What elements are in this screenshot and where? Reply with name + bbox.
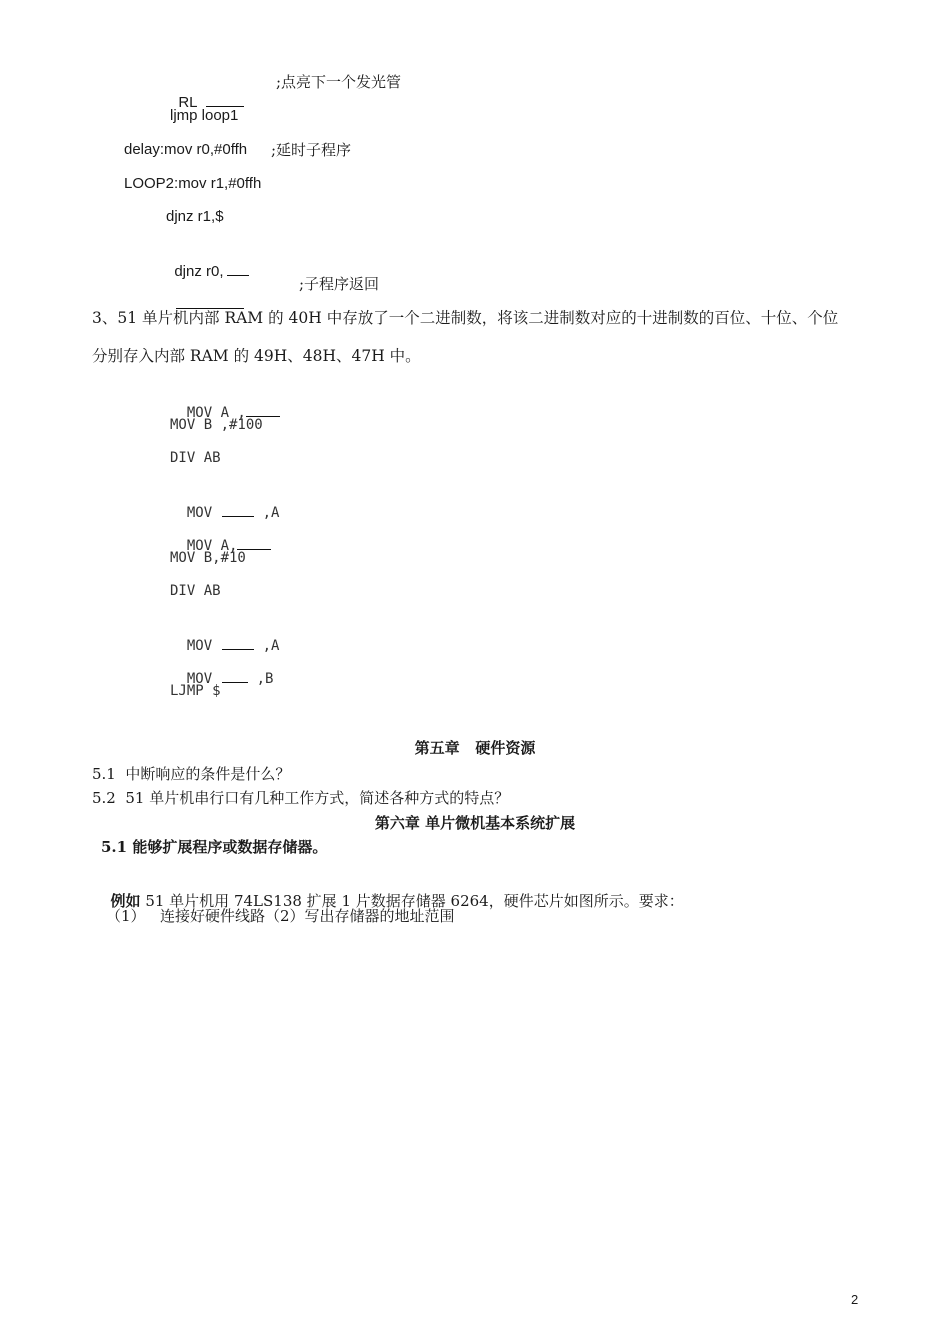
asm-line-6: MOV B,#10 — [170, 550, 246, 566]
code-comment: ;点亮下一个发光管 — [276, 73, 402, 91]
code-line-delay: delay:mov r0,#0ffh — [124, 141, 248, 158]
code-text: MOV — [186, 671, 213, 687]
example-label: 例如 — [110, 892, 141, 910]
asm-line-2: MOV B ,#100 — [170, 417, 263, 433]
code-line-loop2: LOOP2:mov r1,#0ffh — [124, 175, 262, 192]
answer-blank — [176, 294, 244, 309]
chapter-5-title: 第五章 硬件资源 — [414, 739, 536, 757]
question-3-line-2: 分别存入内部 RAM 的 49H、48H、47H 中。 — [92, 347, 421, 365]
asm-line-3: DIV AB — [170, 450, 221, 466]
code-line-ljmp: ljmp loop1 — [170, 107, 239, 124]
page-number: 2 — [851, 1292, 859, 1307]
code-text: MOV A , — [186, 405, 246, 421]
code-text: ,A — [254, 638, 280, 654]
question-3-line-1: 3、51 单片机内部 RAM 的 40H 中存放了一个二进制数，将该二进制数对应的十进制数的百位、十位、个位 — [92, 309, 839, 327]
requirement-number: （1） — [106, 907, 146, 925]
code-text: MOV A, — [186, 538, 238, 554]
requirement-text: 连接好硬件线路（2）写出存储器的地址范围 — [160, 907, 455, 925]
example-paragraph — [101, 871, 684, 911]
section-heading: 5.1 能够扩展程序或数据存储器。 — [101, 838, 328, 856]
code-text: MOV — [186, 505, 213, 521]
chapter-5-question-1: 5.1 中断响应的条件是什么？ — [92, 765, 291, 783]
code-text: MOV — [186, 638, 213, 654]
chapter-6-title: 第六章 单片微机基本系统扩展 — [374, 814, 576, 832]
code-comment: ;延时子程序 — [271, 141, 352, 159]
code-text: djnz r0, — [174, 263, 224, 280]
code-text: RL — [178, 94, 198, 111]
answer-blank — [206, 92, 244, 107]
asm-line-10: LJMP $ — [170, 683, 221, 699]
code-text: ,A — [254, 505, 280, 521]
code-line-djnz-r1: djnz r1,$ — [166, 208, 224, 225]
code-comment: ;子程序返回 — [299, 275, 380, 293]
asm-line-7: DIV AB — [170, 583, 221, 599]
chapter-5-question-2: 5.2 51 单片机串行口有几种工作方式，简述各种方式的特点？ — [92, 789, 510, 807]
code-text: ,B — [248, 671, 274, 687]
example-text: 51 单片机用 74LS138 扩展 1 片数据存储器 6264，硬件芯片如图所示。要求： — [140, 892, 684, 910]
answer-blank — [222, 668, 248, 683]
